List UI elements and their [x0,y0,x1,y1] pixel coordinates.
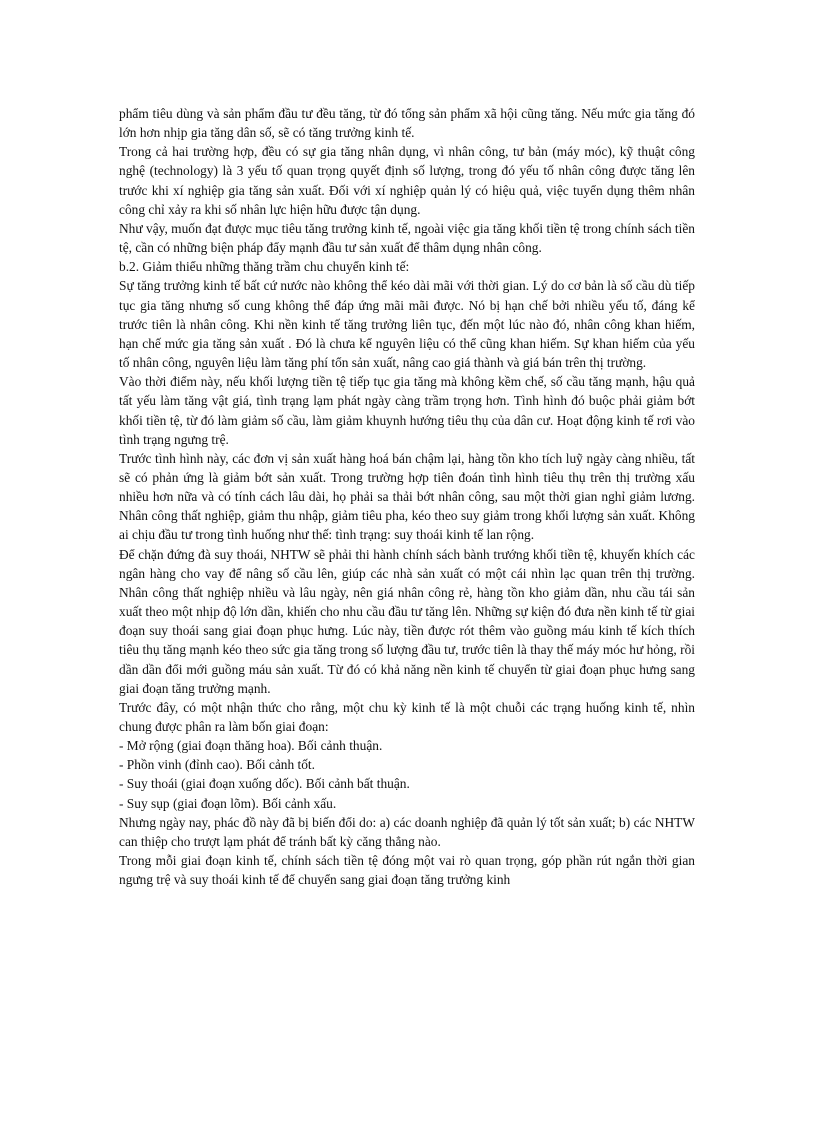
list-item: - Suy thoái (giai đoạn xuống dốc). Bối cảnh bất thuận. [119,776,410,792]
document-body [119,104,695,889]
paragraph: Trước tình hình này, các đơn vị sản xuất hàng hoá bán chậm lại, hàng tồn kho tích luỹ ngày càng nhiều, tất sẽ có phản ứng là giảm bớt sản xuất. Trong trường hợp tiên đoán tình hình tiêu thụ trên thị trường xấu nhiều hơn nữa và có tính cách lâu dài, họ phải sa thải bớt nhân công, sau một thời gian nghỉ giảm lương. Nhân công thất nghiệp, giảm thu nhập, giảm tiêu pha, kéo theo suy giảm trong khối lượng sản xuất. Không ai chịu đầu tư trong tình huống như thế: tình trạng: suy thoái kinh tế lan rộng. [119,450,695,543]
list-item: - Mở rộng (giai đoạn thăng hoa). Bối cảnh thuận. [119,738,383,754]
paragraph: Trong cả hai trường hợp, đều có sự gia tăng nhân dụng, vì nhân công, tư bản (máy móc), kỹ thuật công nghệ (technology) là 3 yếu tố quan trọng quyết định số lượng, trong đó yếu tố nhân công được tăng lên trước khi xí nghiệp gia tăng sản xuất. Đối với xí nghiệp quản lý có hiệu quả, việc tuyển dụng thêm nhân công chỉ xảy ra khi số nhân lực hiện hữu được tận dụng. [119,144,695,217]
paragraph: phẩm tiêu dùng và sản phẩm đầu tư đều tăng, từ đó tổng sản phẩm xã hội cũng tăng. Nếu mức gia tăng đó lớn hơn nhịp gia tăng dân số, sẽ có tăng trưởng kinh tế. [119,106,695,141]
list-item: - Phồn vinh (đỉnh cao). Bối cảnh tốt. [119,757,315,773]
paragraph: Trước đây, có một nhận thức cho rằng, một chu kỳ kinh tế là một chuỗi các trạng huống kinh tế, nhìn chung được phân ra làm bốn giai đoạn: [119,699,695,734]
paragraph: Nhưng ngày nay, phác đồ này đã bị biến đổi do: a) các doanh nghiệp đã quản lý tốt sản xuất; b) các NHTW can thiệp cho trượt lạm phát để tránh bất kỳ căng thẳng nào. [119,814,695,849]
paragraph: Để chặn đứng đà suy thoái, NHTW sẽ phải thi hành chính sách bành trướng khối tiền tệ, khuyến khích các ngân hàng cho vay để nâng số cầu lên, giúp các nhà sản xuất có một cái nhìn lạc quan trên thị trường. Nhân công thất nghiệp nhiều và lâu ngày, nên giá nhân công rẻ, hàng tồn kho giảm dần, nhu cầu tái sản xuất theo một nhịp độ lớn dần, khiến cho nhu cầu đầu tư tăng lên. Những sự kiện đó đưa nền kinh tế từ giai đoạn suy thoái sang giai đoạn phục hưng. Lúc này, tiền được rót thêm vào guồng máu kinh tế kích thích tiêu thụ tăng mạnh kéo theo sức gia tăng trong số lượng đầu tư, trước tiên là thay thế máy móc hư hỏng, rồi dần dần đổi mới guồng máu sản xuất. Từ đó có khả năng nền kinh tế chuyển từ giai đoạn phục hưng sang giai đoạn tăng trưởng mạnh. [119,546,695,696]
paragraph: Như vậy, muốn đạt được mục tiêu tăng trưởng kinh tế, ngoài việc gia tăng khối tiền tệ trong chính sách tiền tệ, cần có những biện pháp đẩy mạnh đầu tư sản xuất để thâm dụng nhân công. [119,220,695,256]
section-heading: b.2. Giảm thiểu những thăng trầm chu chuyển kinh tế: [119,259,410,275]
paragraph: Vào thời điểm này, nếu khối lượng tiền tệ tiếp tục gia tăng mà không kềm chế, số cầu tăng mạnh, hậu quả tất yếu làm tăng vật giá, tình trạng lạm phát ngày càng trầm trọng hơn. Tình hình đó buộc phải giảm bớt khối tiền tệ, từ đó làm giảm số cầu, làm giảm khuynh hướng tiêu thụ của dân cư. Hoạt động kinh tế rơi vào tình trạng ngưng trệ. [119,374,695,447]
list-item: - Suy sụp (giai đoạn lõm). Bối cảnh xấu. [119,795,337,811]
paragraph: Trong mỗi giai đoạn kinh tế, chính sách tiền tệ đóng một vai rò quan trọng, góp phần rút ngắn thời gian ngưng trệ và suy thoái kinh tế để chuyển sang giai đoạn tăng trưởng kinh [119,853,695,888]
paragraph: Sự tăng trưởng kinh tế bất cứ nước nào không thể kéo dài mãi với thời gian. Lý do cơ bản là số cầu dù tiếp tục gia tăng nhưng số cung không thể đáp ứng mãi mãi được. Nó bị hạn chế bởi nhiều yếu tố, đáng kể trước tiên là nhân công. Khi nền kinh tế tăng trưởng liên tục, đến một lúc nào đó, nhân công khan hiếm, hạn chế mức gia tăng sản xuất . Đó là chưa kể nguyên liệu có thể cũng khan hiếm. Sự khan hiếm của yếu tố nhân công, nguyên liệu làm tăng phí tổn sản xuất, nâng cao giá thành và giá bán trên thị trường. [119,278,695,371]
